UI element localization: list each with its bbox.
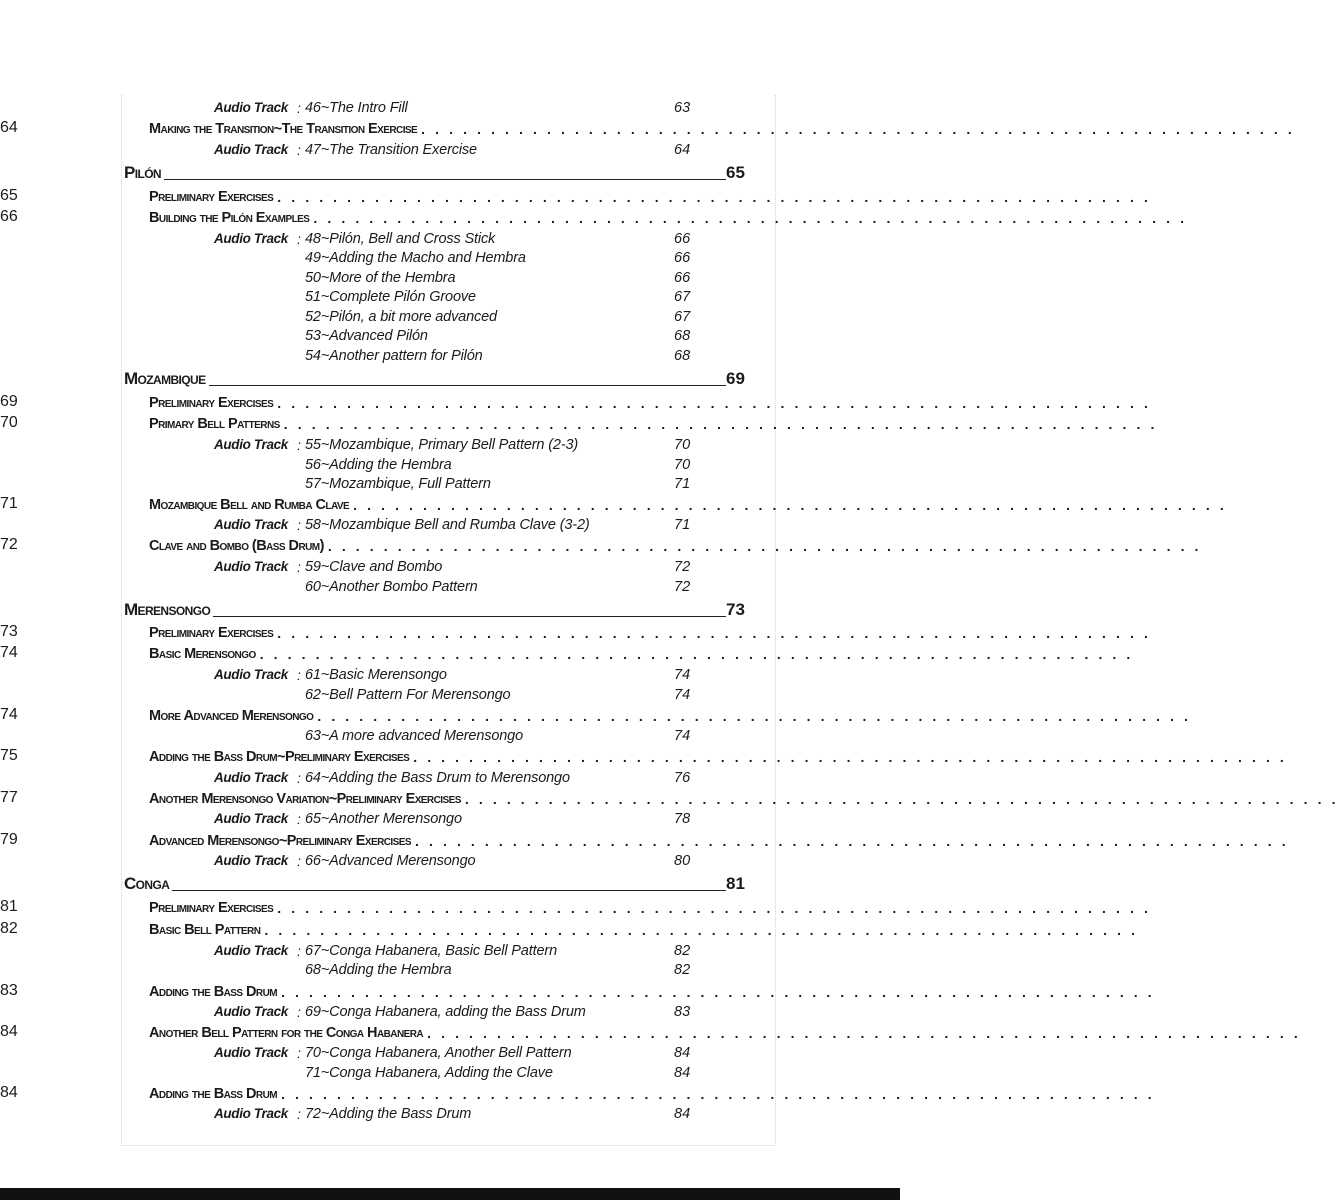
section-title: More Advanced Merensongo bbox=[149, 708, 314, 724]
dot-leader: . . . . . . . . . . . . . . . . . . . . . . . . . . . . . . . . . . . . . . . . . . . . . . . . . . . . . . . . . . . . . . . bbox=[259, 646, 1134, 662]
section-heading bbox=[149, 1023, 1301, 1043]
audio-track-page-number: 80 bbox=[674, 853, 691, 869]
colon: : bbox=[297, 1004, 301, 1020]
audio-track-title: 65~Another Merensongo bbox=[305, 811, 462, 827]
section-page-number: 73 bbox=[0, 623, 18, 640]
section-page-number: 66 bbox=[0, 208, 18, 225]
dot-leader: . . . . . . . . . . . . . . . . . . . . . . . . . . . . . . . . . . . . . . . . . . . . . . . . . . . . . . . . . . . . . . . bbox=[413, 749, 1287, 765]
section-page-number: 82 bbox=[0, 920, 18, 937]
dot-leader: . . . . . . . . . . . . . . . . . . . . . . . . . . . . . . . . . . . . . . . . . . . . . . . . . . . . . . . . . . . . . . . bbox=[327, 538, 1202, 554]
audio-track-label: Audio Track bbox=[214, 1106, 288, 1121]
toc-entry-section[interactable] bbox=[0, 898, 1151, 918]
toc-entry-track[interactable] bbox=[0, 941, 900, 961]
colon: : bbox=[297, 943, 301, 959]
audio-track-page-number: 84 bbox=[674, 1045, 691, 1061]
chapter-title: Merensongo bbox=[124, 600, 211, 619]
toc-entry-track[interactable] bbox=[0, 248, 900, 268]
audio-track-page-number: 83 bbox=[674, 1004, 691, 1020]
audio-track-title: 51~Complete Pilón Groove bbox=[305, 289, 476, 305]
chapter-page-number: 69 bbox=[726, 369, 745, 388]
audio-track-title: 63~A more advanced Merensongo bbox=[305, 728, 523, 744]
toc-entry-track[interactable] bbox=[0, 851, 900, 871]
section-title: Advanced Merensongo~Preliminary Exercises bbox=[149, 833, 412, 849]
section-title: Adding the Bass Drum~Preliminary Exercises bbox=[149, 749, 410, 765]
colon: : bbox=[297, 667, 301, 683]
chapter-heading bbox=[124, 600, 745, 620]
section-heading bbox=[149, 747, 1287, 767]
audio-track-page-number: 72 bbox=[674, 559, 691, 575]
chapter-page-number: 65 bbox=[726, 163, 745, 182]
toc-entry-track[interactable] bbox=[0, 326, 900, 346]
toc-entry-track[interactable] bbox=[0, 515, 900, 535]
audio-track-page-number: 74 bbox=[674, 667, 691, 683]
toc-entry-track[interactable] bbox=[0, 665, 900, 685]
toc-entry-section[interactable] bbox=[0, 747, 1287, 767]
section-title: Mozambique Bell and Rumba Clave bbox=[149, 497, 350, 513]
section-page-number: 64 bbox=[0, 119, 18, 136]
audio-track-title: 54~Another pattern for Pilón bbox=[305, 348, 483, 364]
toc-entry-track[interactable] bbox=[0, 1043, 900, 1063]
section-page-number: 75 bbox=[0, 747, 18, 764]
section-heading bbox=[149, 789, 1339, 809]
toc-entry-chapter[interactable] bbox=[0, 874, 900, 894]
section-heading bbox=[149, 414, 1158, 434]
section-page-number: 84 bbox=[0, 1084, 18, 1101]
toc-entry-track[interactable] bbox=[0, 435, 900, 455]
audio-track-page-number: 66 bbox=[674, 250, 691, 266]
section-title: Adding the Bass Drum bbox=[149, 984, 278, 1000]
section-title: Building the Pilón Examples bbox=[149, 210, 310, 226]
audio-track-title: 47~The Transition Exercise bbox=[305, 142, 477, 158]
dot-leader: . . . . . . . . . . . . . . . . . . . . . . . . . . . . . . . . . . . . . . . . . . . . . . . . . . . . . . . . . . . . . . . bbox=[281, 984, 1155, 1000]
section-title: Preliminary Exercises bbox=[149, 189, 274, 205]
dot-leader: . . . . . . . . . . . . . . . . . . . . . . . . . . . . . . . . . . . . . . . . . . . . . . . . . . . . . . . . . . . . . . . bbox=[464, 791, 1339, 807]
audio-track-page-number: 67 bbox=[674, 309, 691, 325]
toc-entry-track[interactable] bbox=[0, 685, 900, 705]
section-title: Preliminary Exercises bbox=[149, 625, 274, 641]
audio-track-title: 48~Pilón, Bell and Cross Stick bbox=[305, 231, 496, 247]
audio-track-page-number: 82 bbox=[674, 943, 691, 959]
audio-track-title: 62~Bell Pattern For Merensongo bbox=[305, 687, 511, 703]
section-heading bbox=[149, 119, 1295, 139]
audio-track-title: 56~Adding the Hembra bbox=[305, 457, 452, 473]
audio-track-title: 64~Adding the Bass Drum to Merensongo bbox=[305, 770, 570, 786]
audio-track-label: Audio Track bbox=[214, 667, 288, 682]
audio-track-page-number: 64 bbox=[674, 142, 691, 158]
colon: : bbox=[297, 437, 301, 453]
audio-track-label: Audio Track bbox=[214, 231, 288, 246]
audio-track-title: 59~Clave and Bombo bbox=[305, 559, 443, 575]
section-title: Another Bell Pattern for the Conga Habanera bbox=[149, 1025, 424, 1041]
dot-leader: . . . . . . . . . . . . . . . . . . . . . . . . . . . . . . . . . . . . . . . . . . . . . . . . . . . . . . . . . . . . . . . bbox=[427, 1025, 1301, 1041]
audio-track-title: 70~Conga Habanera, Another Bell Pattern bbox=[305, 1045, 572, 1061]
bottom-edge-bar bbox=[0, 1188, 900, 1200]
dot-leader: . . . . . . . . . . . . . . . . . . . . . . . . . . . . . . . . . . . . . . . . . . . . . . . . . . . . . . . . . . . . . . . bbox=[277, 395, 1151, 411]
colon: : bbox=[297, 853, 301, 869]
toc-entry-chapter[interactable] bbox=[0, 369, 900, 389]
chapter-title: Mozambique bbox=[124, 369, 206, 388]
audio-track-page-number: 84 bbox=[674, 1065, 691, 1081]
audio-track-title: 50~More of the Hembra bbox=[305, 270, 456, 286]
dot-leader: . . . . . . . . . . . . . . . . . . . . . . . . . . . . . . . . . . . . . . . . . . . . . . . . . . . . . . . . . . . . . . . bbox=[317, 708, 1192, 724]
dot-leader: . . . . . . . . . . . . . . . . . . . . . . . . . . . . . . . . . . . . . . . . . . . . . . . . . . . . . . . . . . . . . . . bbox=[277, 900, 1151, 916]
section-heading bbox=[149, 982, 1155, 1002]
chapter-title: Conga bbox=[124, 874, 170, 893]
chapter-page-number: 81 bbox=[726, 874, 745, 893]
section-title: Adding the Bass Drum bbox=[149, 1086, 278, 1102]
section-title: Preliminary Exercises bbox=[149, 395, 274, 411]
audio-track-label: Audio Track bbox=[214, 1004, 288, 1019]
section-page-number: 83 bbox=[0, 982, 18, 999]
toc-entry-chapter[interactable] bbox=[0, 163, 900, 183]
audio-track-title: 57~Mozambique, Full Pattern bbox=[305, 476, 491, 492]
section-heading bbox=[149, 706, 1192, 726]
section-title: Making the Transition~The Transition Exercise bbox=[149, 121, 418, 137]
audio-track-page-number: 74 bbox=[674, 728, 691, 744]
dot-leader: . . . . . . . . . . . . . . . . . . . . . . . . . . . . . . . . . . . . . . . . . . . . . . . . . . . . . . . . . . . . . . . bbox=[421, 121, 1295, 137]
section-title: Another Merensongo Variation~Preliminary Exercises bbox=[149, 791, 461, 807]
section-page-number: 74 bbox=[0, 644, 18, 661]
toc-entry-section[interactable] bbox=[0, 414, 1158, 434]
toc-entry-track[interactable] bbox=[0, 229, 900, 249]
toc-entry-track[interactable] bbox=[0, 557, 900, 577]
section-page-number: 70 bbox=[0, 414, 18, 431]
toc-entry-section[interactable] bbox=[0, 644, 1134, 664]
audio-track-page-number: 68 bbox=[674, 348, 691, 364]
audio-track-title: 71~Conga Habanera, Adding the Clave bbox=[305, 1065, 553, 1081]
toc-entry-track[interactable] bbox=[0, 1002, 900, 1022]
chapter-title: Pilón bbox=[124, 163, 162, 182]
audio-track-title: 52~Pilón, a bit more advanced bbox=[305, 309, 497, 325]
toc-entry-section[interactable] bbox=[0, 536, 1202, 556]
colon: : bbox=[297, 231, 301, 247]
toc-entry-track[interactable] bbox=[0, 287, 900, 307]
audio-track-title: 58~Mozambique Bell and Rumba Clave (3-2) bbox=[305, 517, 590, 533]
audio-track-page-number: 66 bbox=[674, 231, 691, 247]
toc-entry-track[interactable] bbox=[0, 307, 900, 327]
audio-track-page-number: 72 bbox=[674, 579, 691, 595]
section-heading bbox=[149, 208, 1188, 228]
dot-leader: . . . . . . . . . . . . . . . . . . . . . . . . . . . . . . . . . . . . . . . . . . . . . . . . . . . . . . . . . . . . . . . bbox=[277, 625, 1151, 641]
toc-entry-track[interactable] bbox=[0, 768, 900, 788]
toc-entry-chapter[interactable] bbox=[0, 600, 900, 620]
section-heading bbox=[149, 1084, 1155, 1104]
audio-track-page-number: 70 bbox=[674, 437, 691, 453]
section-heading bbox=[149, 920, 1139, 940]
audio-track-title: 61~Basic Merensongo bbox=[305, 667, 447, 683]
section-heading bbox=[149, 623, 1151, 643]
audio-track-label: Audio Track bbox=[214, 1045, 288, 1060]
audio-track-page-number: 78 bbox=[674, 811, 691, 827]
audio-track-page-number: 71 bbox=[674, 517, 691, 533]
toc-entry-track[interactable] bbox=[0, 726, 900, 746]
section-page-number: 77 bbox=[0, 789, 18, 806]
toc-entry-track[interactable] bbox=[0, 577, 900, 597]
section-page-number: 72 bbox=[0, 536, 18, 553]
leader-line bbox=[172, 890, 726, 891]
leader-line bbox=[164, 179, 726, 180]
audio-track-page-number: 82 bbox=[674, 962, 691, 978]
chapter-heading bbox=[124, 369, 745, 389]
audio-track-page-number: 66 bbox=[674, 270, 691, 286]
colon: : bbox=[297, 142, 301, 158]
toc-entry-section[interactable] bbox=[0, 208, 1188, 228]
audio-track-page-number: 74 bbox=[674, 687, 691, 703]
toc-entry-section[interactable] bbox=[0, 831, 1289, 851]
audio-track-title: 46~The Intro Fill bbox=[305, 100, 408, 116]
toc-entry-track[interactable] bbox=[0, 1104, 900, 1124]
section-heading bbox=[149, 831, 1289, 851]
toc-entry-track[interactable] bbox=[0, 960, 900, 980]
leader-line bbox=[213, 616, 726, 617]
section-title: Primary Bell Patterns bbox=[149, 416, 280, 432]
dot-leader: . . . . . . . . . . . . . . . . . . . . . . . . . . . . . . . . . . . . . . . . . . . . . . . . . . . . . . . . . . . . . . . bbox=[415, 833, 1289, 849]
toc-entry-section[interactable] bbox=[0, 789, 1339, 809]
chapter-heading bbox=[124, 874, 745, 894]
colon: : bbox=[297, 770, 301, 786]
chapter-heading bbox=[124, 163, 745, 183]
audio-track-label: Audio Track bbox=[214, 811, 288, 826]
toc-entry-section[interactable] bbox=[0, 706, 1192, 726]
audio-track-page-number: 63 bbox=[674, 100, 691, 116]
section-title: Preliminary Exercises bbox=[149, 900, 274, 916]
toc-entry-section[interactable] bbox=[0, 982, 1155, 1002]
section-heading bbox=[149, 536, 1202, 556]
audio-track-title: 68~Adding the Hembra bbox=[305, 962, 452, 978]
toc-entry-track[interactable] bbox=[0, 1063, 900, 1083]
toc-entry-track[interactable] bbox=[0, 98, 900, 118]
audio-track-page-number: 68 bbox=[674, 328, 691, 344]
section-title: Basic Merensongo bbox=[149, 646, 256, 662]
audio-track-page-number: 70 bbox=[674, 457, 691, 473]
colon: : bbox=[297, 1045, 301, 1061]
audio-track-title: 67~Conga Habanera, Basic Bell Pattern bbox=[305, 943, 557, 959]
colon: : bbox=[297, 100, 301, 116]
toc-entry-section[interactable] bbox=[0, 623, 1151, 643]
toc-entry-section[interactable] bbox=[0, 119, 1295, 139]
audio-track-title: 72~Adding the Bass Drum bbox=[305, 1106, 472, 1122]
toc-entry-track[interactable] bbox=[0, 474, 900, 494]
toc-entry-section[interactable] bbox=[0, 1084, 1155, 1104]
section-heading bbox=[149, 187, 1151, 207]
colon: : bbox=[297, 517, 301, 533]
dot-leader: . . . . . . . . . . . . . . . . . . . . . . . . . . . . . . . . . . . . . . . . . . . . . . . . . . . . . . . . . . . . . . . bbox=[264, 922, 1139, 938]
section-heading bbox=[149, 898, 1151, 918]
colon: : bbox=[297, 811, 301, 827]
section-heading bbox=[149, 644, 1134, 664]
audio-track-title: 66~Advanced Merensongo bbox=[305, 853, 476, 869]
audio-track-label: Audio Track bbox=[214, 853, 288, 868]
dot-leader: . . . . . . . . . . . . . . . . . . . . . . . . . . . . . . . . . . . . . . . . . . . . . . . . . . . . . . . . . . . . . . . bbox=[281, 1086, 1155, 1102]
toc-entry-track[interactable] bbox=[0, 455, 900, 475]
section-page-number: 69 bbox=[0, 393, 18, 410]
dot-leader: . . . . . . . . . . . . . . . . . . . . . . . . . . . . . . . . . . . . . . . . . . . . . . . . . . . . . . . . . . . . . . . bbox=[283, 416, 1158, 432]
audio-track-label: Audio Track bbox=[214, 943, 288, 958]
toc-entry-track[interactable] bbox=[0, 140, 900, 160]
toc-entry-section[interactable] bbox=[0, 393, 1151, 413]
audio-track-page-number: 67 bbox=[674, 289, 691, 305]
audio-track-label: Audio Track bbox=[214, 437, 288, 452]
audio-track-label: Audio Track bbox=[214, 100, 288, 115]
toc-entry-section[interactable] bbox=[0, 495, 1227, 515]
section-heading bbox=[149, 495, 1227, 515]
audio-track-label: Audio Track bbox=[214, 517, 288, 532]
audio-track-title: 69~Conga Habanera, adding the Bass Drum bbox=[305, 1004, 586, 1020]
audio-track-title: 49~Adding the Macho and Hembra bbox=[305, 250, 526, 266]
toc-entry-track[interactable] bbox=[0, 809, 900, 829]
audio-track-page-number: 76 bbox=[674, 770, 691, 786]
section-page-number: 81 bbox=[0, 898, 18, 915]
dot-leader: . . . . . . . . . . . . . . . . . . . . . . . . . . . . . . . . . . . . . . . . . . . . . . . . . . . . . . . . . . . . . . . bbox=[353, 497, 1227, 513]
section-page-number: 84 bbox=[0, 1023, 18, 1040]
section-page-number: 74 bbox=[0, 706, 18, 723]
toc-entry-track[interactable] bbox=[0, 346, 900, 366]
colon: : bbox=[297, 1106, 301, 1122]
section-heading bbox=[149, 393, 1151, 413]
audio-track-label: Audio Track bbox=[214, 770, 288, 785]
section-page-number: 65 bbox=[0, 187, 18, 204]
audio-track-page-number: 71 bbox=[674, 476, 691, 492]
toc-entry-section[interactable] bbox=[0, 1023, 1301, 1043]
audio-track-title: 55~Mozambique, Primary Bell Pattern (2-3) bbox=[305, 437, 579, 453]
toc-entry-track[interactable] bbox=[0, 268, 900, 288]
audio-track-title: 60~Another Bombo Pattern bbox=[305, 579, 478, 595]
toc-entry-section[interactable] bbox=[0, 187, 1151, 207]
dot-leader: . . . . . . . . . . . . . . . . . . . . . . . . . . . . . . . . . . . . . . . . . . . . . . . . . . . . . . . . . . . . . . . bbox=[277, 189, 1151, 205]
colon: : bbox=[297, 559, 301, 575]
section-title: Clave and Bombo (Bass Drum) bbox=[149, 538, 324, 554]
audio-track-page-number: 84 bbox=[674, 1106, 691, 1122]
section-page-number: 79 bbox=[0, 831, 18, 848]
audio-track-title: 53~Advanced Pilón bbox=[305, 328, 428, 344]
leader-line bbox=[209, 385, 727, 386]
dot-leader: . . . . . . . . . . . . . . . . . . . . . . . . . . . . . . . . . . . . . . . . . . . . . . . . . . . . . . . . . . . . . . . bbox=[313, 210, 1188, 226]
section-page-number: 71 bbox=[0, 495, 18, 512]
audio-track-label: Audio Track bbox=[214, 142, 288, 157]
section-title: Basic Bell Pattern bbox=[149, 922, 261, 938]
chapter-page-number: 73 bbox=[726, 600, 745, 619]
toc-entry-section[interactable] bbox=[0, 920, 1139, 940]
audio-track-label: Audio Track bbox=[214, 559, 288, 574]
